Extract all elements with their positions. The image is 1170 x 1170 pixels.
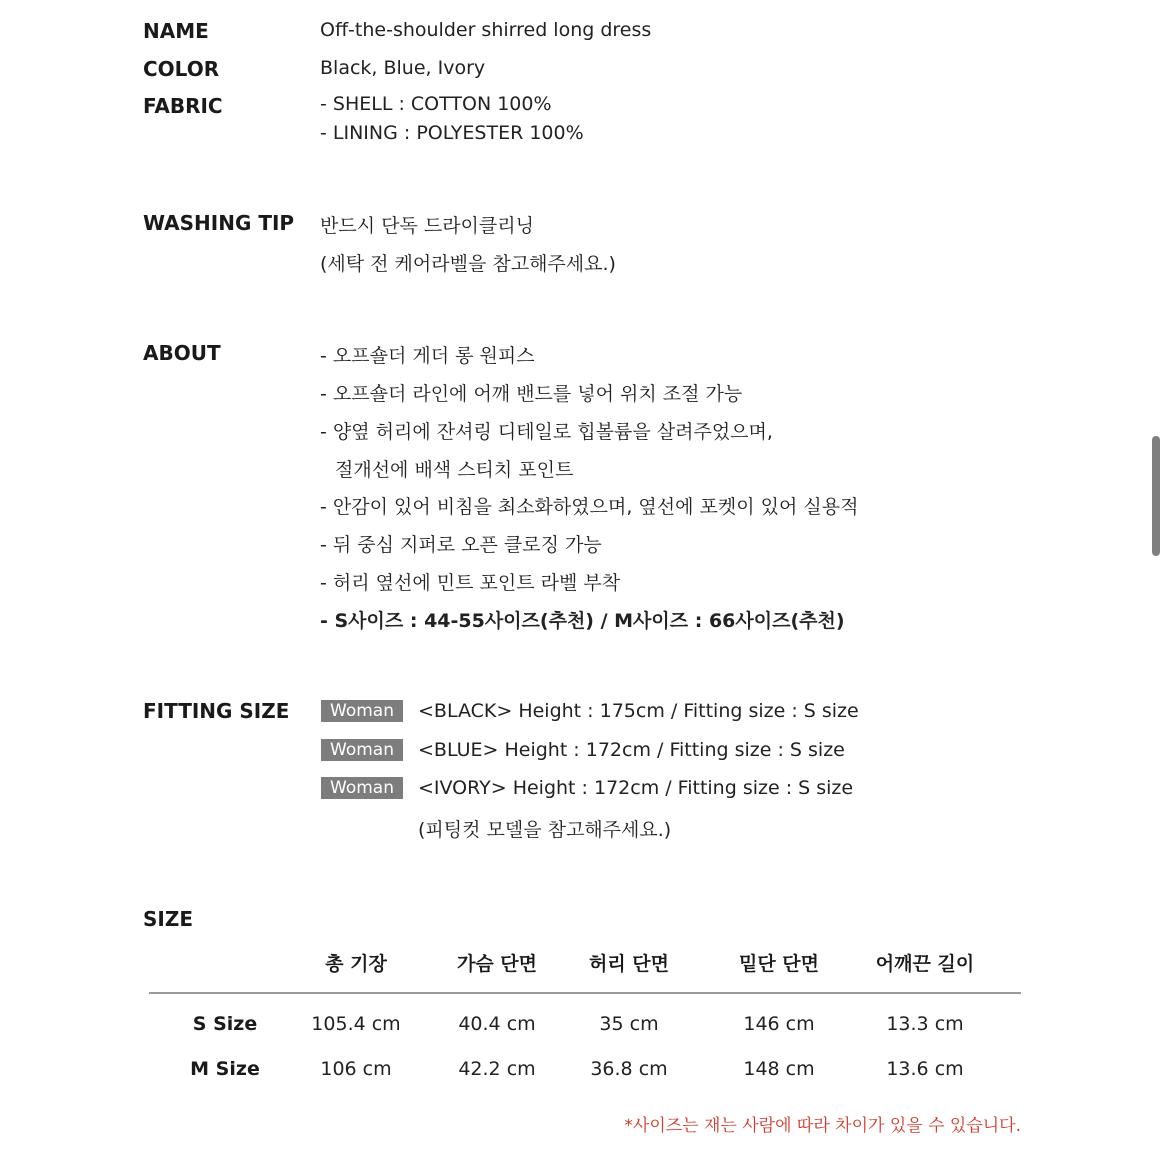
fitting-row-blue: <BLUE> Height : 172cm / Fitting size : S size: [418, 739, 845, 761]
cell-m-chest-width: 42.2 cm: [458, 1058, 536, 1080]
scrollbar-thumb[interactable]: [1152, 436, 1160, 556]
size-disclaimer: *사이즈는 재는 사람에 따라 차이가 있을 수 있습니다.: [624, 1116, 1021, 1136]
fabric-line-lining: - LINING : POLYESTER 100%: [320, 122, 584, 144]
fitting-label: FITTING SIZE: [143, 699, 290, 723]
row-label-m: M Size: [190, 1058, 260, 1080]
cell-s-total-length: 105.4 cm: [311, 1013, 401, 1035]
woman-badge: Woman: [321, 777, 403, 799]
about-line: - 오프숄더 라인에 어깨 밴드를 넣어 위치 조절 가능: [320, 383, 743, 405]
about-size-recommendation: - S사이즈 : 44-55사이즈(추천) / M사이즈 : 66사이즈(추천): [320, 610, 845, 632]
header-strap-length: 어깨끈 길이: [875, 953, 975, 975]
row-label-s: S Size: [192, 1013, 258, 1035]
about-line: - 안감이 있어 비침을 최소화하였으며, 옆선에 포켓이 있어 실용적: [320, 496, 859, 518]
fitting-row-ivory: <IVORY> Height : 172cm / Fitting size : S size: [418, 777, 854, 799]
fabric-line-shell: - SHELL : COTTON 100%: [320, 93, 552, 115]
color-value: Black, Blue, Ivory: [320, 57, 486, 79]
header-total-length: 총 기장: [325, 953, 387, 975]
fitting-note: (피팅컷 모델을 참고해주세요.): [418, 819, 672, 841]
fabric-label: FABRIC: [143, 94, 223, 118]
cell-s-waist-width: 35 cm: [599, 1013, 659, 1035]
about-line: 절개선에 배색 스티치 포인트: [335, 459, 574, 481]
table-divider: [149, 992, 1021, 994]
header-hem-width: 밑단 단면: [738, 953, 820, 975]
header-chest-width: 가슴 단면: [456, 953, 538, 975]
about-line: - 뒤 중심 지퍼로 오픈 클로징 가능: [320, 534, 602, 556]
color-label: COLOR: [143, 57, 220, 81]
cell-m-waist-width: 36.8 cm: [590, 1058, 668, 1080]
cell-s-chest-width: 40.4 cm: [458, 1013, 536, 1035]
header-waist-width: 허리 단면: [588, 953, 670, 975]
cell-m-strap-length: 13.6 cm: [886, 1058, 964, 1080]
name-label: NAME: [143, 19, 209, 43]
name-value: Off-the-shoulder shirred long dress: [320, 19, 652, 41]
washing-label: WASHING TIP: [143, 211, 295, 235]
fitting-row-black: <BLACK> Height : 175cm / Fitting size : S size: [418, 700, 859, 722]
about-line: - 양옆 허리에 잔셔링 디테일로 힙볼륨을 살려주었으며,: [320, 421, 773, 443]
about-line: - 오프숄더 게더 롱 원피스: [320, 345, 535, 367]
woman-badge: Woman: [321, 700, 403, 722]
cell-m-total-length: 106 cm: [320, 1058, 392, 1080]
about-label: ABOUT: [143, 341, 221, 365]
cell-s-hem-width: 146 cm: [743, 1013, 815, 1035]
size-label: SIZE: [143, 907, 194, 931]
washing-line: 반드시 단독 드라이클리닝: [320, 215, 534, 237]
cell-s-strap-length: 13.3 cm: [886, 1013, 964, 1035]
cell-m-hem-width: 148 cm: [743, 1058, 815, 1080]
about-line: - 허리 옆선에 민트 포인트 라벨 부착: [320, 572, 621, 594]
woman-badge: Woman: [321, 739, 403, 761]
washing-note: (세탁 전 케어라벨을 참고해주세요.): [320, 253, 616, 275]
